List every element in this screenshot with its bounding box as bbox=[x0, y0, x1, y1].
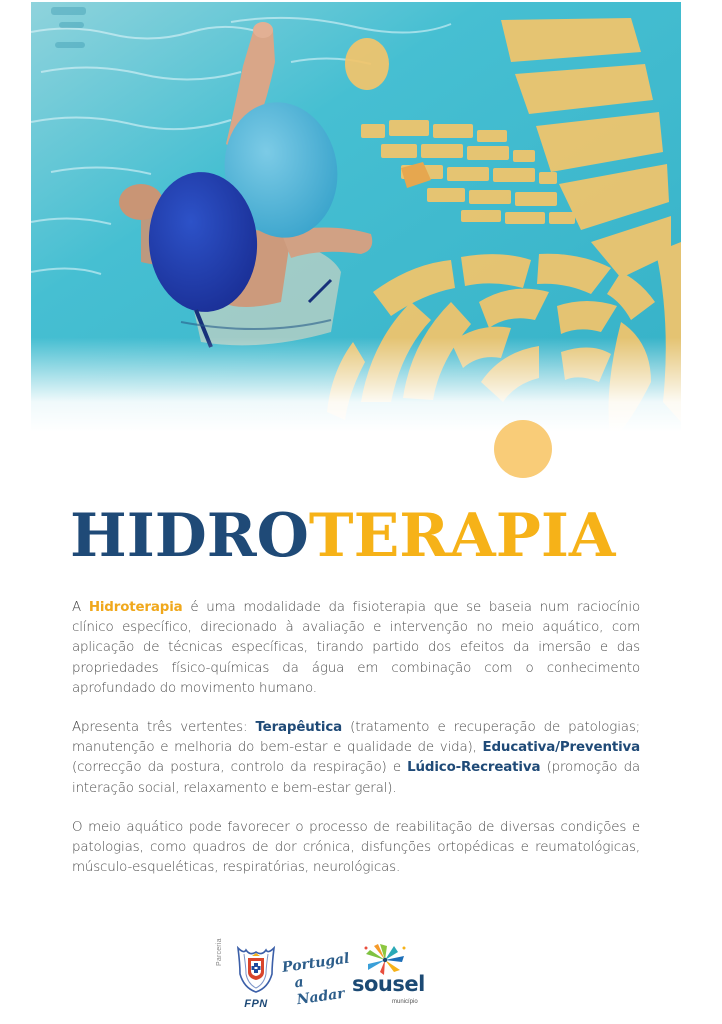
highlight-hidroterapia: Hidroterapia bbox=[88, 600, 183, 615]
sousel-flower-icon bbox=[360, 942, 410, 976]
pool-illustration bbox=[31, 2, 681, 432]
vertente-educativa: Educativa/Preventiva bbox=[482, 740, 640, 756]
sousel-text: sousel bbox=[352, 972, 425, 996]
title-part-hidro: HIDRO bbox=[70, 501, 309, 571]
paragraph-benefits: O meio aquático pode favorecer o processo de reabilitação de diversas condições e patologias, como quadros de dor crónica, disfunções ortopédicas e reumatológicas, músculo-esqueléticas, respiratórias, neurológicas. bbox=[72, 820, 640, 876]
sousel-subtext: município bbox=[392, 999, 418, 1005]
vertente-ludico: Lúdico-Recreativa bbox=[407, 760, 541, 776]
sousel-logo bbox=[352, 942, 432, 1010]
pan-line1: Portugal bbox=[281, 950, 351, 976]
vertente-terapeutica: Terapêutica bbox=[255, 720, 343, 735]
fpn-text: FPN bbox=[244, 998, 268, 1010]
fpn-shield-icon bbox=[230, 944, 282, 996]
decorative-dot bbox=[494, 420, 552, 478]
partners-label: Parceria bbox=[216, 938, 223, 966]
page-title bbox=[70, 498, 660, 574]
portugal-a-nadar-logo bbox=[281, 950, 357, 1009]
text: é uma modalidade da fisioterapia que se baseia num raciocínio clínico específico, direcionado à avaliação e intervenção no meio aquático, com aplicação de técnicas específicas, tirando partido dos efeitos da imersão e das propriedades físico-químicas da água em combinação com o conhecimento aprofundado do movimento humano. bbox=[72, 600, 640, 696]
text: Apresenta três vertentes: bbox=[72, 720, 256, 735]
fpn-logo bbox=[230, 944, 282, 1010]
text: (promoção da interação social, relaxamento e bem-estar geral). bbox=[72, 760, 640, 796]
title-part-terapia: TERAPIA bbox=[308, 501, 616, 571]
text: (correcção da postura, controlo da respiração) e bbox=[72, 760, 408, 776]
hero-photo bbox=[31, 2, 681, 432]
paragraph-vertentes bbox=[72, 718, 640, 799]
text: A bbox=[72, 600, 89, 615]
partners-strip bbox=[212, 940, 442, 1012]
text: (tratamento e recuperação de patologias; manutenção e melhoria do bem-estar e qualidade de vida), bbox=[72, 720, 641, 756]
pan-line2: a Nadar bbox=[293, 974, 346, 1009]
paragraph-definition bbox=[72, 598, 640, 699]
